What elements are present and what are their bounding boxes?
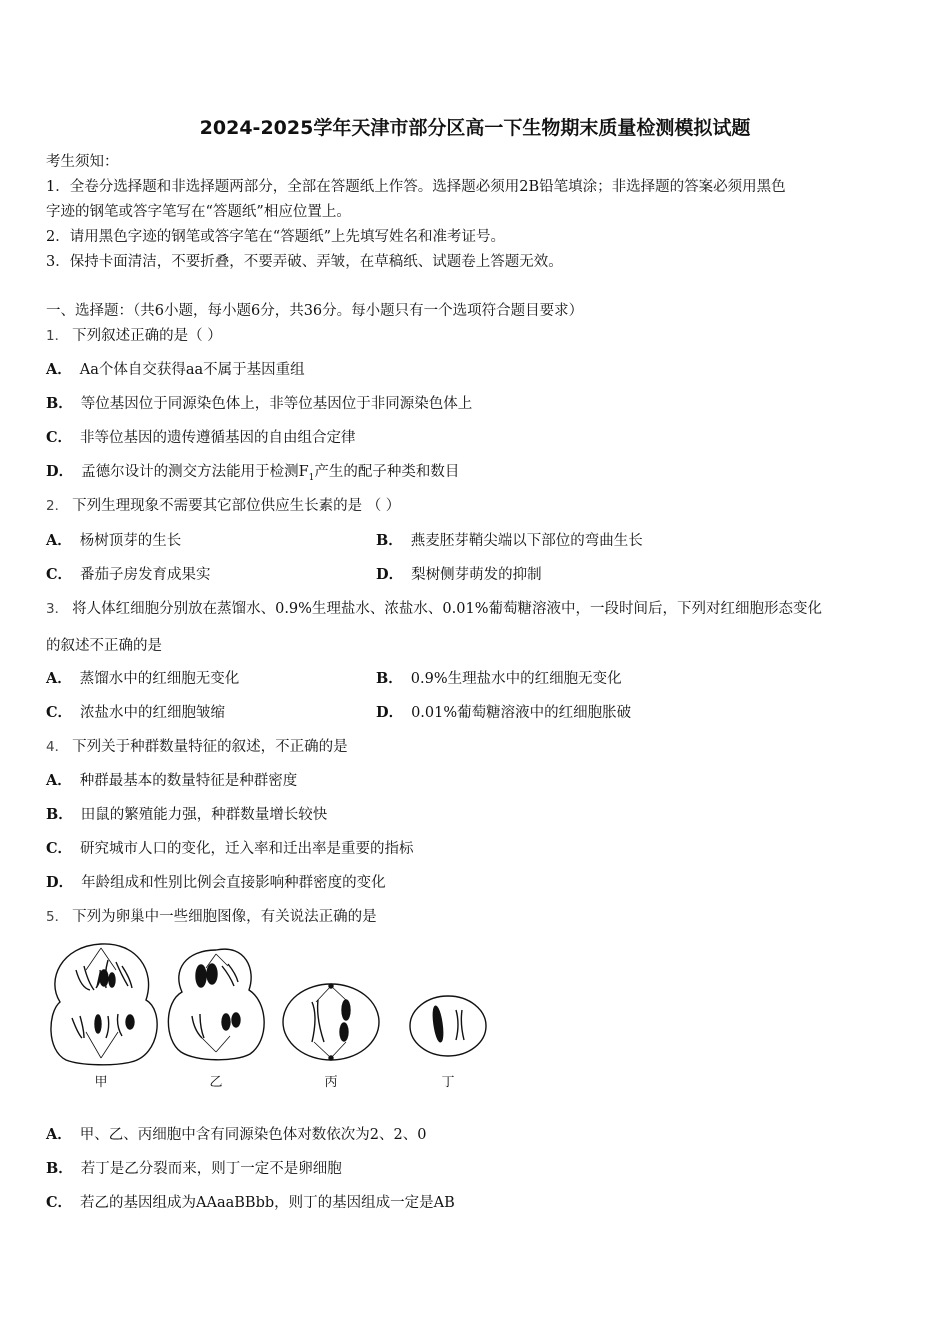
option-text: Aa个体自交获得aa不属于基因重组 (79, 362, 305, 378)
question-text: 下列叙述正确的是（ ） (72, 328, 222, 344)
option-label: B． (46, 1160, 73, 1177)
option-b (46, 805, 327, 825)
question-text: 将人体红细胞分别放在蒸馏水、0.9%生理盐水、浓盐水、0.01%葡萄糖溶液中，一段时间后，下列对红细胞形态变化 (72, 601, 822, 617)
option-text: 杨树顶芽的生长 (79, 533, 182, 549)
option-b (376, 669, 622, 689)
option-text: 梨树侧芽萌发的抑制 (411, 567, 542, 583)
option-a (46, 531, 181, 551)
option-text: 产生的配子种类和数目 (314, 464, 460, 480)
question-4-stem (46, 737, 348, 757)
option-text: 等位基因位于同源染色体上，非等位基因位于非同源染色体上 (80, 396, 473, 412)
option-label: A． (46, 772, 72, 789)
question-number: 1． (46, 328, 69, 344)
figure-label-bing: 丙 (324, 1075, 338, 1090)
cell-yi (168, 949, 264, 1060)
cell-ding (410, 996, 486, 1056)
option-d (376, 703, 631, 723)
option-c (46, 565, 211, 585)
option-label: B． (46, 806, 73, 823)
question-number: 2． (46, 498, 69, 514)
question-text: 下列为卵巢中一些细胞图像，有关说法正确的是 (72, 909, 377, 925)
option-b (46, 1159, 342, 1179)
option-label: C． (46, 1194, 73, 1211)
option-b (46, 394, 472, 414)
cell-division-figure (46, 940, 496, 1100)
option-d (46, 462, 459, 488)
option-label: D． (46, 463, 74, 480)
cell-bing (283, 984, 379, 1060)
option-label: C． (46, 429, 73, 446)
option-a (46, 1125, 426, 1145)
option-label: A． (46, 1126, 72, 1143)
option-c (46, 839, 414, 859)
notice-item: 3．保持卡面清洁，不要折叠，不要弄破、弄皱，在草稿纸、试题卷上答题无效。 (46, 254, 563, 270)
notice-item: 2．请用黑色字迹的钢笔或答字笔在“答题纸”上先填写姓名和准考证号。 (46, 229, 506, 245)
option-label: B． (46, 395, 73, 412)
question-3-stem (46, 599, 822, 619)
option-label: C． (46, 840, 73, 857)
question-3-stem-cont: 的叙述不正确的是 (46, 638, 162, 654)
question-number: 5． (46, 909, 69, 925)
option-text: 若乙的基因组成为AAaaBBbb，则丁的基因组成一定是AB (80, 1195, 455, 1211)
question-text: 下列关于种群数量特征的叙述，不正确的是 (72, 739, 348, 755)
option-b (376, 531, 643, 551)
option-text: 甲、乙、丙细胞中含有同源染色体对数依次为2、2、0 (79, 1127, 427, 1143)
notice-item: 字迹的钢笔或答字笔写在“答题纸”相应位置上。 (46, 204, 351, 220)
option-a (46, 771, 297, 791)
question-2-stem (46, 496, 400, 516)
figure-label-yi: 乙 (209, 1075, 223, 1090)
option-text: 非等位基因的遗传遵循基因的自由组合定律 (80, 430, 356, 446)
cell-jia (51, 944, 157, 1065)
option-text: 蒸馏水中的红细胞无变化 (79, 671, 240, 687)
figure-label-jia: 甲 (94, 1075, 108, 1090)
notice-heading: 考生须知： (46, 154, 119, 170)
option-a (46, 669, 239, 689)
option-label: A． (46, 532, 72, 549)
option-c (46, 428, 356, 448)
question-5-stem (46, 907, 377, 927)
page-title: 2024-2025学年天津市部分区高一下生物期末质量检测模拟试题 (199, 117, 751, 139)
option-text: 番茄子房发育成果实 (80, 567, 211, 583)
option-text: 0.01%葡萄糖溶液中的红细胞胀破 (411, 705, 632, 721)
option-label: D． (46, 874, 74, 891)
option-label: B． (376, 670, 403, 687)
option-text: 孟德尔设计的测交方法能用于检测F (81, 464, 309, 480)
option-text: 研究城市人口的变化，迁入率和迁出率是重要的指标 (80, 841, 414, 857)
option-text: 0.9%生理盐水中的红细胞无变化 (410, 671, 622, 687)
option-c (46, 1193, 455, 1213)
option-label: C． (46, 704, 73, 721)
question-number: 4． (46, 739, 69, 755)
option-text: 年龄组成和性别比例会直接影响种群密度的变化 (81, 875, 386, 891)
option-label: C． (46, 566, 73, 583)
option-a (46, 360, 305, 380)
option-text: 田鼠的繁殖能力强，种群数量增长较快 (80, 807, 328, 823)
option-text: 燕麦胚芽鞘尖端以下部位的弯曲生长 (410, 533, 643, 549)
question-number: 3． (46, 601, 69, 617)
option-c (46, 703, 225, 723)
option-d (376, 565, 542, 585)
option-text: 若丁是乙分裂而来，则丁一定不是卵细胞 (80, 1161, 342, 1177)
question-1-stem (46, 326, 222, 346)
option-label: D． (376, 566, 404, 583)
figure-label-ding: 丁 (441, 1075, 455, 1090)
option-subscript: 1 (308, 472, 315, 483)
option-label: B． (376, 532, 403, 549)
option-text: 浓盐水中的红细胞皱缩 (80, 705, 226, 721)
option-d (46, 873, 386, 893)
section-heading: 一、选择题：（共6小题，每小题6分，共36分。每小题只有一个选项符合题目要求） (46, 303, 584, 319)
option-label: D． (376, 704, 404, 721)
notice-item: 1．全卷分选择题和非选择题两部分，全部在答题纸上作答。选择题必须用2B铅笔填涂；非选择题的答案必须用黑色 (46, 179, 786, 195)
option-label: A． (46, 361, 72, 378)
option-text: 种群最基本的数量特征是种群密度 (79, 773, 298, 789)
option-label: A． (46, 670, 72, 687)
question-text: 下列生理现象不需要其它部位供应生长素的是 （ ） (72, 498, 401, 514)
